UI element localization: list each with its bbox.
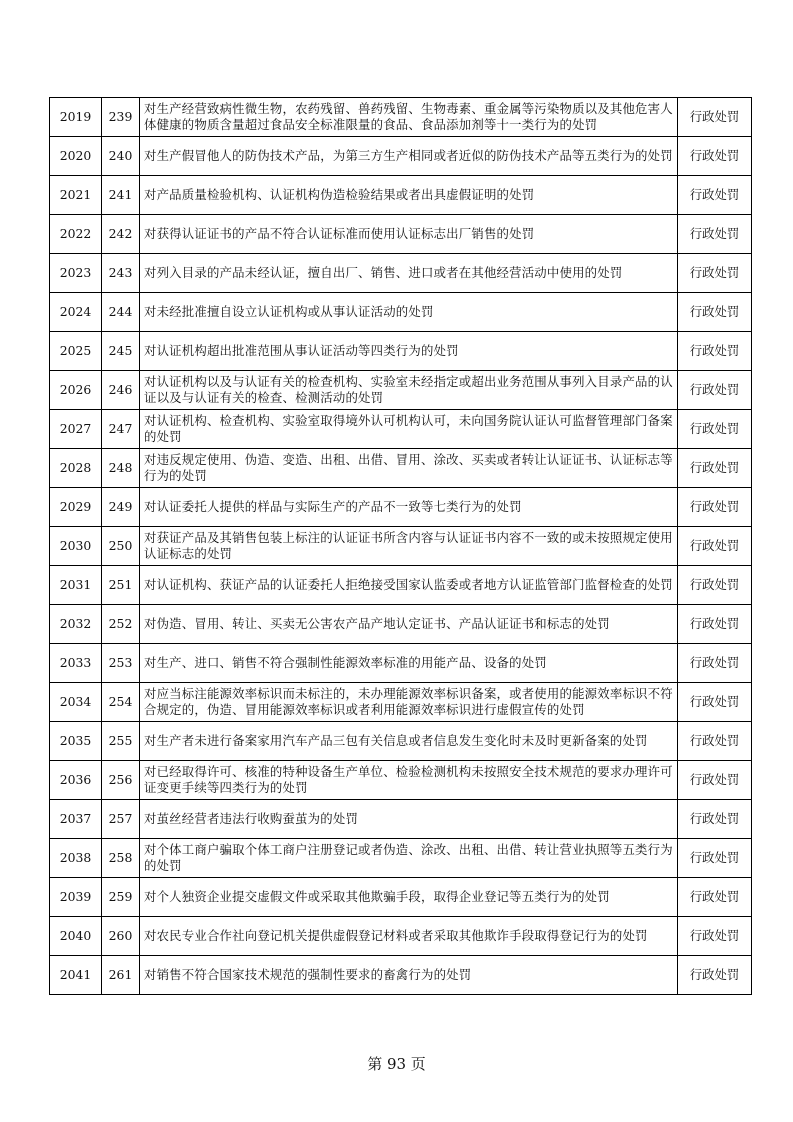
table-row (50, 488, 752, 527)
row-item-type: 行政处罚 (678, 449, 752, 488)
row-item-type: 行政处罚 (678, 605, 752, 644)
row-item-name: 对应当标注能源效率标识而未标注的，未办理能源效率标识备案，或者使用的能源效率标识不符合规定的，伪造、冒用能源效率标识或者利用能源效率标识进行虚假宣传的处罚 (140, 683, 678, 722)
row-sequence-number: 2032 (50, 605, 102, 644)
row-item-number: 246 (102, 371, 140, 410)
row-item-name: 对获证产品及其销售包装上标注的认证证书所含内容与认证证书内容不一致的或未按照规定使用认证标志的处罚 (140, 527, 678, 566)
row-sequence-number: 2024 (50, 293, 102, 332)
table-row (50, 800, 752, 839)
table-row (50, 722, 752, 761)
row-item-name: 对列入目录的产品未经认证，擅自出厂、销售、进口或者在其他经营活动中使用的处罚 (140, 254, 678, 293)
row-item-name: 对违反规定使用、伪造、变造、出租、出借、冒用、涂改、买卖或者转让认证证书、认证标志等行为的处罚 (140, 449, 678, 488)
row-sequence-number: 2031 (50, 566, 102, 605)
table-row (50, 839, 752, 878)
row-item-type: 行政处罚 (678, 761, 752, 800)
row-item-type: 行政处罚 (678, 722, 752, 761)
row-item-type: 行政处罚 (678, 371, 752, 410)
table-row (50, 917, 752, 956)
row-item-name: 对伪造、冒用、转让、买卖无公害农产品产地认定证书、产品认证证书和标志的处罚 (140, 605, 678, 644)
row-sequence-number: 2028 (50, 449, 102, 488)
table-row (50, 527, 752, 566)
table-row (50, 176, 752, 215)
page-number: 第 93 页 (367, 1055, 426, 1073)
row-item-name: 对认证机构、检查机构、实验室取得境外认可机构认可，未向国务院认证认可监督管理部门备案的处罚 (140, 410, 678, 449)
row-sequence-number: 2037 (50, 800, 102, 839)
row-item-type: 行政处罚 (678, 332, 752, 371)
row-item-type: 行政处罚 (678, 98, 752, 137)
row-item-number: 253 (102, 644, 140, 683)
table-body (50, 98, 752, 995)
table-row (50, 410, 752, 449)
row-item-number: 243 (102, 254, 140, 293)
row-item-number: 249 (102, 488, 140, 527)
row-item-number: 242 (102, 215, 140, 254)
row-item-type: 行政处罚 (678, 254, 752, 293)
row-item-number: 239 (102, 98, 140, 137)
row-item-type: 行政处罚 (678, 956, 752, 995)
row-item-number: 258 (102, 839, 140, 878)
row-sequence-number: 2039 (50, 878, 102, 917)
row-item-name: 对生产假冒他人的防伪技术产品，为第三方生产相同或者近似的防伪技术产品等五类行为的处罚 (140, 137, 678, 176)
row-sequence-number: 2030 (50, 527, 102, 566)
row-item-name: 对认证机构、获证产品的认证委托人拒绝接受国家认监委或者地方认证监管部门监督检查的处罚 (140, 566, 678, 605)
row-item-type: 行政处罚 (678, 683, 752, 722)
row-item-number: 247 (102, 410, 140, 449)
row-item-number: 259 (102, 878, 140, 917)
row-item-name: 对认证机构以及与认证有关的检查机构、实验室未经指定或超出业务范围从事列入目录产品的认证以及与认证有关的检查、检测活动的处罚 (140, 371, 678, 410)
row-item-name: 对已经取得许可、核准的特种设备生产单位、检验检测机构未按照安全技术规范的要求办理许可证变更手续等四类行为的处罚 (140, 761, 678, 800)
table-row (50, 137, 752, 176)
row-item-number: 257 (102, 800, 140, 839)
row-item-number: 260 (102, 917, 140, 956)
row-item-name: 对生产、进口、销售不符合强制性能源效率标准的用能产品、设备的处罚 (140, 644, 678, 683)
row-item-name: 对销售不符合国家技术规范的强制性要求的畜禽行为的处罚 (140, 956, 678, 995)
row-sequence-number: 2020 (50, 137, 102, 176)
row-sequence-number: 2025 (50, 332, 102, 371)
row-sequence-number: 2040 (50, 917, 102, 956)
row-item-number: 244 (102, 293, 140, 332)
row-item-number: 248 (102, 449, 140, 488)
row-sequence-number: 2033 (50, 644, 102, 683)
row-item-type: 行政处罚 (678, 800, 752, 839)
table-row (50, 98, 752, 137)
row-item-name: 对生产者未进行备案家用汽车产品三包有关信息或者信息发生变化时未及时更新备案的处罚 (140, 722, 678, 761)
row-item-name: 对认证委托人提供的样品与实际生产的产品不一致等七类行为的处罚 (140, 488, 678, 527)
table-row (50, 566, 752, 605)
row-item-type: 行政处罚 (678, 566, 752, 605)
row-item-type: 行政处罚 (678, 137, 752, 176)
penalty-table (49, 97, 752, 995)
row-item-type: 行政处罚 (678, 878, 752, 917)
row-sequence-number: 2022 (50, 215, 102, 254)
row-sequence-number: 2027 (50, 410, 102, 449)
table-row (50, 449, 752, 488)
table-row (50, 878, 752, 917)
table-row (50, 215, 752, 254)
table-row (50, 254, 752, 293)
row-item-name: 对获得认证证书的产品不符合认证标准而使用认证标志出厂销售的处罚 (140, 215, 678, 254)
row-item-number: 256 (102, 761, 140, 800)
row-sequence-number: 2026 (50, 371, 102, 410)
row-item-type: 行政处罚 (678, 410, 752, 449)
row-item-type: 行政处罚 (678, 215, 752, 254)
row-item-name: 对茧丝经营者违法行收购蚕茧为的处罚 (140, 800, 678, 839)
row-item-type: 行政处罚 (678, 644, 752, 683)
row-item-number: 241 (102, 176, 140, 215)
table-row (50, 293, 752, 332)
row-sequence-number: 2036 (50, 761, 102, 800)
row-sequence-number: 2038 (50, 839, 102, 878)
row-item-name: 对认证机构超出批准范围从事认证活动等四类行为的处罚 (140, 332, 678, 371)
row-item-number: 254 (102, 683, 140, 722)
row-item-name: 对个体工商户骗取个体工商户注册登记或者伪造、涂改、出租、出借、转让营业执照等五类行为的处罚 (140, 839, 678, 878)
row-item-name: 对生产经营致病性微生物，农药残留、兽药残留、生物毒素、重金属等污染物质以及其他危害人体健康的物质含量超过食品安全标准限量的食品、食品添加剂等十一类行为的处罚 (140, 98, 678, 137)
row-item-name: 对个人独资企业提交虚假文件或采取其他欺骗手段，取得企业登记等五类行为的处罚 (140, 878, 678, 917)
row-item-type: 行政处罚 (678, 527, 752, 566)
row-sequence-number: 2019 (50, 98, 102, 137)
row-item-name: 对未经批准擅自设立认证机构或从事认证活动的处罚 (140, 293, 678, 332)
row-item-type: 行政处罚 (678, 917, 752, 956)
row-item-type: 行政处罚 (678, 488, 752, 527)
row-item-number: 251 (102, 566, 140, 605)
row-item-type: 行政处罚 (678, 176, 752, 215)
row-sequence-number: 2023 (50, 254, 102, 293)
table-row (50, 683, 752, 722)
table-row (50, 371, 752, 410)
table-row (50, 956, 752, 995)
row-sequence-number: 2021 (50, 176, 102, 215)
row-sequence-number: 2041 (50, 956, 102, 995)
row-item-number: 261 (102, 956, 140, 995)
row-item-type: 行政处罚 (678, 839, 752, 878)
table-row (50, 605, 752, 644)
table-row (50, 761, 752, 800)
table-row (50, 332, 752, 371)
row-sequence-number: 2034 (50, 683, 102, 722)
table-row (50, 644, 752, 683)
row-item-number: 245 (102, 332, 140, 371)
row-item-name: 对农民专业合作社向登记机关提供虚假登记材料或者采取其他欺诈手段取得登记行为的处罚 (140, 917, 678, 956)
row-item-number: 252 (102, 605, 140, 644)
row-sequence-number: 2035 (50, 722, 102, 761)
row-item-name: 对产品质量检验机构、认证机构伪造检验结果或者出具虚假证明的处罚 (140, 176, 678, 215)
row-item-number: 255 (102, 722, 140, 761)
row-item-number: 250 (102, 527, 140, 566)
row-item-type: 行政处罚 (678, 293, 752, 332)
row-item-number: 240 (102, 137, 140, 176)
penalty-table-container (49, 97, 751, 995)
row-sequence-number: 2029 (50, 488, 102, 527)
